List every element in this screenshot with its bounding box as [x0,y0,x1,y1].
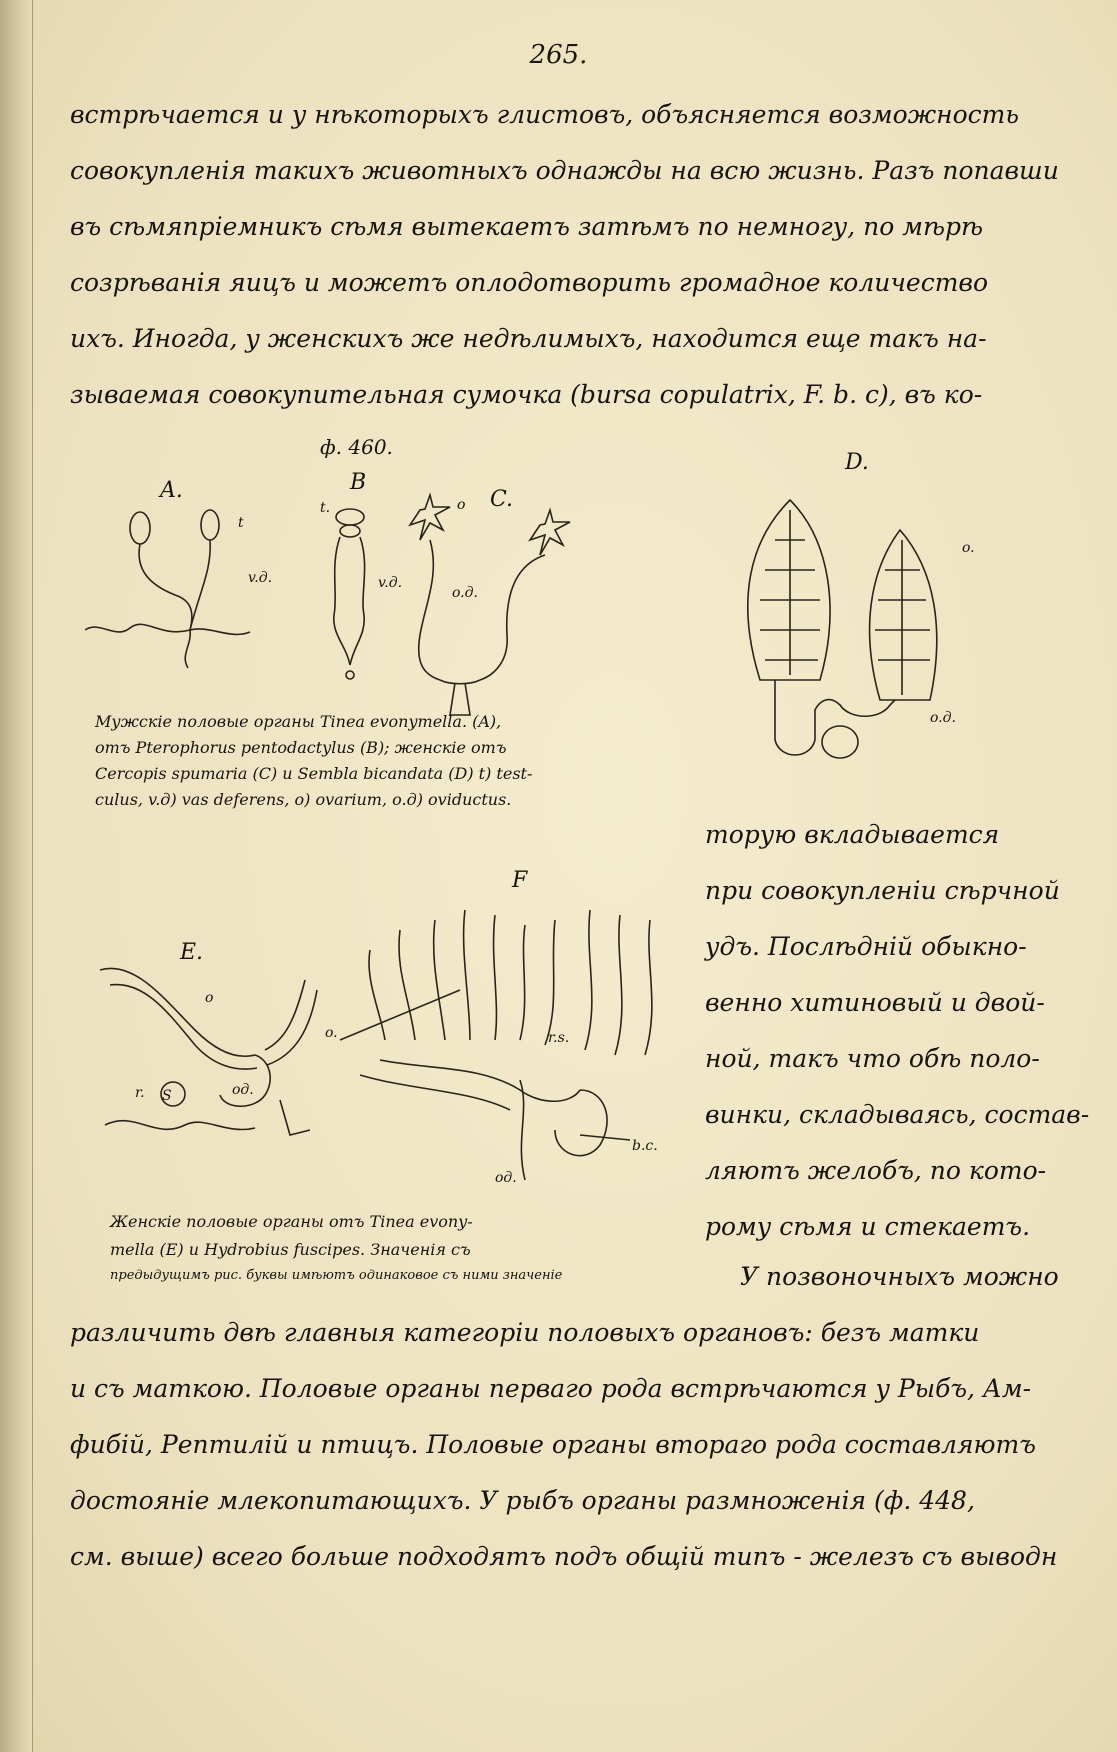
figure-a-t-label: t [238,515,244,531]
figure-e-drawing [95,960,325,1150]
caption2-line: mella (E) и Hydrobius fuscipes. Значенія съ [110,1240,471,1259]
figure-e-rs-label: r. [135,1085,145,1101]
figure-f-rs-label: r.s. [548,1030,570,1046]
caption1-line: culus, v.д) vas deferens, o) ovarium, o.д) oviductus. [95,790,512,809]
text-line: созрѣванія яицъ и можетъ оплодотворить громадное количество [70,268,989,297]
caption2-line: Женскіе половые органы отъ Tinea evony- [110,1212,473,1231]
figure-d-label: D. [845,450,869,475]
figure-e-label: E. [180,940,204,965]
text-line: ихъ. Иногда, у женскихъ же недѣлимыхъ, находится еще такъ на- [70,324,987,353]
figure-e-od-label: oд. [232,1082,254,1098]
text-line: зываемая совокупительная сумочка (bursa copulatrix, F. b. c), въ ко- [70,380,983,409]
caption1-line: отъ Pterophorus pentodactylus (B); женскіе отъ [95,738,507,757]
wrap-text-line: рому сѣмя и стекаетъ. [705,1212,1031,1241]
figure-f-bc-label: b.c. [632,1138,658,1154]
wrap-text-line: при совокупленіи сѣрчной [705,876,1060,905]
figure-e-s-label: S [162,1088,172,1104]
figure-d-od-label: o.д. [930,710,956,726]
figure-b-drawing [320,505,380,685]
figure-f-od-label: oд. [495,1170,517,1186]
figure-b-vd-label: v.д. [378,575,403,591]
figure-f-drawing [340,890,680,1190]
text-line: достояніе млекопитающихъ. У рыбъ органы размноженія (ф. 448, [70,1486,975,1515]
wrap-text-line: удъ. Послѣдній обыкно- [705,932,1027,961]
page-number: 265. [529,40,588,70]
figure-c-drawing [395,495,575,720]
caption2-line: предыдущимъ рис. буквы имѣютъ одинаковое съ ними значеніе [110,1268,563,1283]
figure-a-vd-label: v.д. [248,570,273,586]
figure-f-label: F [512,868,528,893]
wrap-text-line: У позвоночныхъ можно [740,1262,1059,1291]
text-line: см. выше) всего больше подходятъ подъ общій типъ - железъ съ выводн [70,1542,1058,1571]
figure-b-label: B [350,470,367,495]
figure-c-label: C. [490,487,514,512]
figure-f-o-label: o. [325,1025,338,1041]
wrap-text-line: венно хитиновый и двой- [705,988,1045,1017]
figure-d-drawing [730,480,960,770]
figure-a-label: A. [160,478,183,503]
figure-d-o-label: o. [962,540,975,556]
text-line: совокупленія такихъ животныхъ однажды на всю жизнь. Разъ попавши [70,156,1059,185]
text-line: различить двѣ главныя категоріи половыхъ органовъ: безъ матки [70,1318,980,1347]
text-line: фибій, Рептилій и птицъ. Половые органы втораго рода составляютъ [70,1430,1036,1459]
page-binding-edge [0,0,33,1752]
wrap-text-line: торую вкладывается [705,820,1000,849]
wrap-text-line: винки, складываясь, состав- [705,1100,1090,1129]
figure-e-o-label: o [205,990,214,1006]
wrap-text-line: ной, такъ что обѣ поло- [705,1044,1040,1073]
caption1-line: Cercopis spumaria (C) и Sembla bicandata (D) t) test- [95,764,533,783]
figure-number: ф. 460. [320,435,393,459]
figure-a-drawing [80,500,273,670]
caption1-line: Мужскіе половые органы Tinea evonymella. (A), [95,712,502,731]
wrap-text-line: ляютъ желобъ, по кото- [705,1156,1047,1185]
text-line: встрѣчается и у нѣкоторыхъ глистовъ, объясняется возможность [70,100,1019,129]
text-line: въ сѣмяпріемникъ сѣмя вытекаетъ затѣмъ по немногу, по мѣрѣ [70,212,984,241]
figure-c-o-label: o [457,497,466,513]
text-line: и съ маткою. Половые органы перваго рода встрѣчаются у Рыбъ, Ам- [70,1374,1032,1403]
figure-c-od-label: o.д. [452,585,478,601]
figure-b-t-label: t. [320,500,331,516]
